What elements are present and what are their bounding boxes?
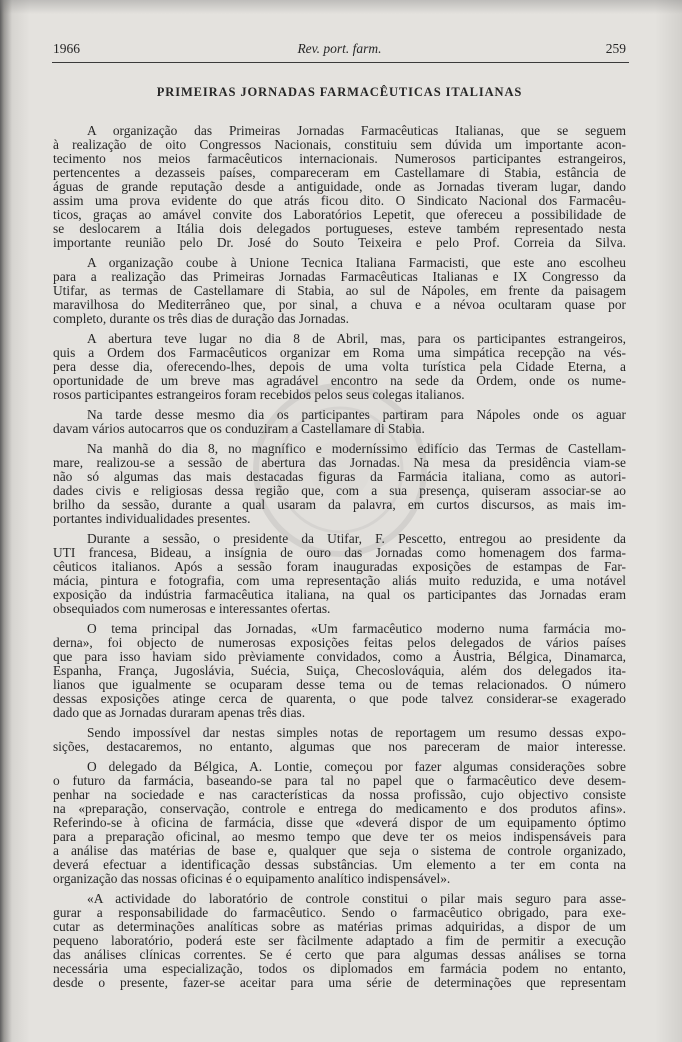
paragraph <box>53 760 626 886</box>
text-line: dessas exposições atinge cerca de quarenta, o que pode talvez considerar-se exagerado <box>53 692 626 706</box>
paragraph <box>53 892 626 990</box>
text-line: davam vários autocarros que os conduziram a Castellamare di Stabia. <box>53 422 425 436</box>
text-line: cêuticos italianos. Após a sessão foram inauguradas exposições de estampas de Far- <box>53 560 626 574</box>
text-line: exposição da indústria farmacêutica italiana, na qual os participantes das Jornadas eram <box>53 588 626 602</box>
text-line: Na tarde desse mesmo dia os participantes partiram para Nápoles onde os aguar <box>87 408 626 422</box>
text-line: O tema principal das Jornadas, «Um farmacêutico moderno numa farmácia mo- <box>87 622 626 636</box>
text-line: Utifar, as termas de Castellamare di Stabia, ao sul de Nápoles, em frente da paisagem <box>53 284 626 298</box>
text-line: para a realização das Primeiras Jornadas Farmacêuticas Italianas e IX Congresso da <box>53 270 626 284</box>
text-line: organização das nossas oficinas é o equipamento analítico indispensável». <box>53 872 451 886</box>
text-line: quis a Ordem dos Farmacêuticos organizar em Roma uma simpática recepção na vés- <box>53 346 626 360</box>
text-line: a análise das matérias de base e, qualquer que seja o sistema de controle organizado, <box>53 844 626 858</box>
paragraph <box>53 532 626 616</box>
text-line: Espanha, França, Jugoslávia, Suécia, Suiça, Checoslováquia, além dos delegados ita- <box>53 664 626 678</box>
year: 1966 <box>53 41 80 56</box>
text-line: das análises clínicas correntes. Se é certo que para algumas dessas análises se torna <box>53 948 626 962</box>
text-line: dades civis e religiosas dessa região que, com a sua presença, quiseram associar-se ao <box>53 484 626 498</box>
text-line: gurar a responsabilidade do farmacêutico. Sendo o farmacêutico obrigado, para exe- <box>53 906 626 920</box>
text-line: A organização coube à Unione Tecnica Italiana Farmacisti, que este ano escolheu <box>87 256 626 270</box>
text-line: derna», foi objecto de numerosas exposições feitas pelos delegados de vários países <box>53 636 626 650</box>
text-line: UTI francesa, Bideau, a insígnia de ouro das Jornadas como homenagem dos farma- <box>53 546 626 560</box>
text-line: Sendo impossível dar nestas simples notas de reportagem um resumo dessas expo- <box>87 726 626 740</box>
running-header <box>53 41 626 57</box>
text-line: na «preparação, conservação, controle e entrega do medicamento e dos produtos afins». <box>53 802 626 816</box>
text-line: o futuro da farmácia, baseando-se para tal no papel que o farmacêutico deve desem- <box>53 774 626 788</box>
article-body <box>53 124 626 990</box>
text-line: oportunidade de um breve mas agradável encontro na sede da Ordem, onde os nume- <box>53 374 626 388</box>
text-line: Na manhã do dia 8, no magnífico e moderníssimo edifício das Termas de Castellam- <box>87 442 626 456</box>
text-line: sições, destacaremos, no entanto, algumas que nos pareceram de maior interesse. <box>53 740 626 754</box>
text-line: maravilhosa do Mediterrâneo que, por sinal, a chuva e a névoa ocultaram quase por <box>53 298 626 312</box>
text-line: águas de grande reputação desde a antiguidade, onde as Jornadas tiveram lugar, dando <box>53 180 626 194</box>
paragraph <box>53 622 626 720</box>
paragraph <box>53 124 626 250</box>
text-line: necessária uma especialização, todos os diplomados em farmácia podem no entanto, <box>53 962 626 976</box>
text-line: completo, durante os três dias de duração das Jornadas. <box>53 312 349 326</box>
text-line: mácia, pintura e fotografia, com uma representação aliás muito reduzida, e uma notável <box>53 574 626 588</box>
page-number: 259 <box>605 41 626 56</box>
text-line: não só algumas das mais destacadas figuras da Farmácia italiana, como as autori- <box>53 470 626 484</box>
text-line: dado que as Jornadas duraram apenas três dias. <box>53 706 306 720</box>
text-line: A abertura teve lugar no dia 8 de Abril, mas, para os participantes estrangeiros, <box>87 332 626 346</box>
text-line: assim uma prova evidente do que atrás ficou dito. O Sindicato Nacional dos Farmacêu- <box>53 194 626 208</box>
text-line: que para isso haviam sido prèviamente convidados, como a Áustria, Bélgica, Dinamarca, <box>53 650 626 664</box>
text-line: importante reunião pelo Dr. José do Souto Teixeira e pelo Prof. Correia da Silva. <box>53 236 626 250</box>
paragraph <box>53 442 626 526</box>
text-line: brilho da sessão, durante a qual usaram da palavra, em curtos discursos, as mais im- <box>53 498 626 512</box>
text-line: Referindo-se à oficina de farmácia, disse que «deverá dispor de um equipamento óptimo <box>53 816 626 830</box>
paragraph <box>53 332 626 402</box>
text-line: penhar na sociedade e nas características da nossa profissão, cujo objectivo consiste <box>53 788 626 802</box>
text-line: desde o presente, fazer-se aceitar para uma série de determinações que representam <box>53 976 626 990</box>
text-line: lianos que igualmente se ocuparam desse tema ou de temas relacionados. O número <box>53 678 626 692</box>
text-line: pertencentes a dezasseis países, compareceram em Castellamare di Stabia, estância de <box>53 166 626 180</box>
text-line: Durante a sessão, o presidente da Utifar, F. Pescetto, entregou ao presidente da <box>87 532 626 546</box>
header-rule <box>52 62 629 63</box>
text-line: A organização das Primeiras Jornadas Farmacêuticas Italianas, que se seguem <box>87 124 626 138</box>
journal-name: Rev. port. farm. <box>297 41 382 56</box>
paragraph <box>53 408 626 436</box>
text-line: «A actividade do laboratório de controle constitui o pilar mais seguro para asse- <box>87 892 626 906</box>
article-title: PRIMEIRAS JORNADAS FARMACÊUTICAS ITALIANAS <box>156 85 523 99</box>
text-line: se deslocarem a Itália dois delegados portugueses, esteve também representado nesta <box>53 222 626 236</box>
paragraph <box>53 726 626 754</box>
text-line: deverá efectuar a identificação dessas substâncias. Um elemento a ter em conta na <box>53 858 626 872</box>
text-line: tecimento nos meios farmacêuticos internacionais. Numerosos participantes estrangeiros, <box>53 152 626 166</box>
paragraph <box>53 256 626 326</box>
text-line: pera desse dia, oferecendo-lhes, depois de uma volta turística pela Cidade Eterna, a <box>53 360 626 374</box>
text-line: à realização de oito Congressos Nacionais, constituiu sem dúvida um importante acon- <box>53 138 626 152</box>
text-line: obsequiados com numerosas e interessantes ofertas. <box>53 602 331 616</box>
text-line: cutar as determinações analíticas sobre as matérias primas adquiridas, a dispor de um <box>53 920 626 934</box>
text-line: portantes individualidades presentes. <box>53 512 251 526</box>
text-line: pequeno laboratório, poderá este ser fàcilmente adaptado a fim de permitir a execução <box>53 934 626 948</box>
text-line: O delegado da Bélgica, A. Lontie, começou por fazer algumas considerações sobre <box>87 760 626 774</box>
text-line: ticos, graças ao amável convite dos Laboratórios Lepetit, que ofereceu a possibilidade de <box>53 208 626 222</box>
text-line: para a preparação oficinal, ao mesmo tempo que deve ter os meios indispensáveis para <box>53 830 626 844</box>
text-line: rosos participantes estrangeiros foram recebidos pelos seus colegas italianos. <box>53 388 465 402</box>
text-line: mare, realizou-se a sessão de abertura das Jornadas. Na mesa da presidência viam-se <box>53 456 626 470</box>
